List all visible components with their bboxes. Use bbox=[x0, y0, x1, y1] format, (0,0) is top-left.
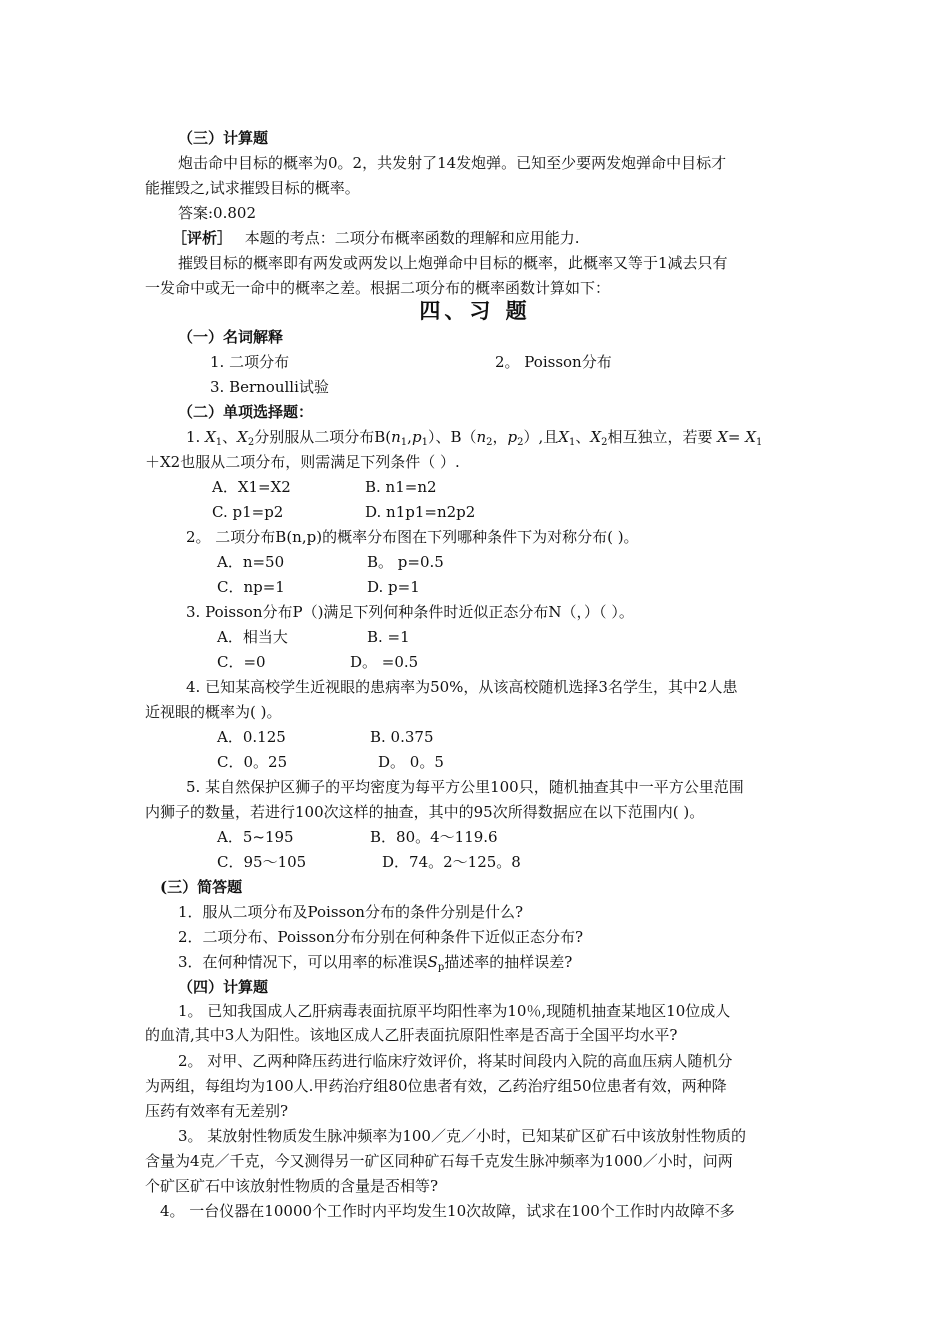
analysis-paragraph bbox=[172, 226, 832, 251]
mcq-q5-line2: 内狮子的数量，若进行100次这样的抽查，其中的95次所得数据应在以下范围内( )。 bbox=[145, 803, 705, 821]
calc-p1-line2: 的血清,其中3人为阳性。该地区成人乙肝表面抗原阳性率是否高于全国平均水平? bbox=[145, 1026, 678, 1044]
mcq-q3-option-b: B. =1 bbox=[367, 628, 410, 646]
term-item-3: 3. Bernoulli试验 bbox=[210, 378, 329, 396]
mcq-q4-line2: 近视眼的概率为( )。 bbox=[145, 703, 282, 721]
term-item-1: 1. 二项分布 bbox=[210, 353, 290, 371]
mcq-q4-option-c: C．0。25 bbox=[217, 753, 288, 771]
answer-text: 答案:0.802 bbox=[178, 204, 256, 222]
mcq-q4-option-d: D。 0。5 bbox=[378, 753, 444, 771]
exercises-title: 四、习 题 bbox=[419, 298, 531, 323]
mcq-q1-line2: ＋X2也服从二项分布，则需满足下列条件（ ）. bbox=[145, 453, 460, 471]
explain-line2: 一发命中或无一命中的概率之差。根据二项分布的概率函数计算如下： bbox=[145, 279, 611, 297]
short-q3-text-post: 描述率的抽样误差? bbox=[444, 953, 573, 971]
analysis-tag: ［评析］ bbox=[172, 229, 233, 247]
mcq-q3: 3. Poisson分布P（)满足下列何种条件时近似正态分布N（，）（ ）。 bbox=[186, 603, 634, 621]
analysis-text: 本题的考点：二项分布概率函数的理解和应用能力. bbox=[244, 229, 580, 247]
short-q3 bbox=[178, 950, 838, 975]
mcq-q3-option-a: A．相当大 bbox=[217, 628, 288, 646]
calc-p3-line2: 含量为4克／千克，今又测得另一矿区同种矿石每千克发生脉冲频率为1000／小时，问两 bbox=[145, 1152, 733, 1170]
mcq-q5-option-d: D．74。2～125。8 bbox=[382, 853, 521, 871]
problem-text-line2: 能摧毁之,试求摧毁目标的概率。 bbox=[145, 179, 360, 197]
short-answer-heading: (三）简答题 bbox=[160, 878, 243, 896]
mcq-heading: （二）单项选择题： bbox=[178, 403, 314, 421]
explain-line1: 摧毁目标的概率即有两发或两发以上炮弹命中目标的概率，此概率又等于1减去只有 bbox=[178, 254, 728, 272]
mcq-q2: 2。 二项分布B(n,p)的概率分布图在下列哪种条件下为对称分布( )。 bbox=[186, 528, 639, 546]
mcq-q3-option-d: D。 =0.5 bbox=[350, 653, 419, 671]
terms-heading: （一）名词解释 bbox=[178, 328, 284, 346]
calc-p2-line3: 压药有效率有无差别? bbox=[145, 1102, 289, 1120]
mcq-q2-option-c: C．np=1 bbox=[217, 578, 285, 596]
mcq-q1-option-d: D. n1p1=n2p2 bbox=[365, 503, 476, 521]
short-q3-text-pre: 3．在何种情况下，可以用率的标准误 bbox=[178, 953, 428, 971]
mcq-q1-line1: 1. $X_1$、$X_2$分别服从二项分布$B(n_1,p_1)$、$B(n_2$，$p_2$）,且$X_1$、$X_2$相互独立，若要 $X= X_1$ bbox=[186, 428, 763, 448]
calc-p3-line3: 个矿区矿石中该放射性物质的含量是否相等? bbox=[145, 1177, 439, 1195]
mcq-q5-option-b: B．80。4～119.6 bbox=[370, 828, 498, 846]
mcq-q5-option-a: A．5~195 bbox=[217, 828, 294, 846]
mcq-q2-option-b: B。 p=0.5 bbox=[367, 553, 444, 571]
calc-p1-line1: 1。 已知我国成人乙肝病毒表面抗原平均阳性率为10％,现随机抽查某地区10位成人 bbox=[178, 1002, 731, 1020]
section-heading-calc-example: （三）计算题 bbox=[178, 129, 269, 147]
calc-p2-line1: 2。 对甲、乙两种降压药进行临床疗效评价，将某时间段内入院的高血压病人随机分 bbox=[178, 1052, 733, 1070]
short-q3-sub: p bbox=[437, 962, 445, 973]
mcq-q1-option-b: B. n1=n2 bbox=[365, 478, 437, 496]
mcq-q4-option-b: B. 0.375 bbox=[370, 728, 434, 746]
calc-p3-line1: 3。 某放射性物质发生脉冲频率为100／克／小时，已知某矿区矿石中该放射性物质的 bbox=[178, 1127, 746, 1145]
problem-text-line1: 炮击命中目标的概率为0。2，共发射了14发炮弹。已知至少要两发炮弹命中目标才 bbox=[178, 154, 727, 172]
short-q3-var: S bbox=[427, 953, 438, 971]
short-q1: 1．服从二项分布及Poisson分布的条件分别是什么? bbox=[178, 903, 523, 921]
mcq-q4-line1: 4. 已知某高校学生近视眼的患病率为50%，从该高校随机选择3名学生，其中2人患 bbox=[186, 678, 738, 696]
calc-p2-line2: 为两组，每组均为100人.甲药治疗组80位患者有效，乙药治疗组50位患者有效，两种降 bbox=[145, 1077, 727, 1095]
term-item-2: 2。 Poisson分布 bbox=[495, 353, 612, 371]
mcq-q4-option-a: A．0.125 bbox=[217, 728, 286, 746]
mcq-q1-option-c: C. p1=p2 bbox=[212, 503, 284, 521]
mcq-q2-option-a: A．n=50 bbox=[217, 553, 285, 571]
mcq-q5-line1: 5. 某自然保护区狮子的平均密度为每平方公里100只，随机抽查其中一平方公里范围 bbox=[186, 778, 744, 796]
calc-heading: （四）计算题 bbox=[178, 978, 269, 996]
mcq-q3-option-c: C．=0 bbox=[217, 653, 266, 671]
short-q2: 2．二项分布、Poisson分布分别在何种条件下近似正态分布? bbox=[178, 928, 583, 946]
mcq-q2-option-d: D. p=1 bbox=[367, 578, 420, 596]
calc-p4-line1: 4。 一台仪器在10000个工作时内平均发生10次故障，试求在100个工作时内故障不多 bbox=[160, 1202, 735, 1220]
mcq-q5-option-c: C．95～105 bbox=[217, 853, 307, 871]
mcq-q1-option-a: A．X1=X2 bbox=[212, 478, 291, 496]
